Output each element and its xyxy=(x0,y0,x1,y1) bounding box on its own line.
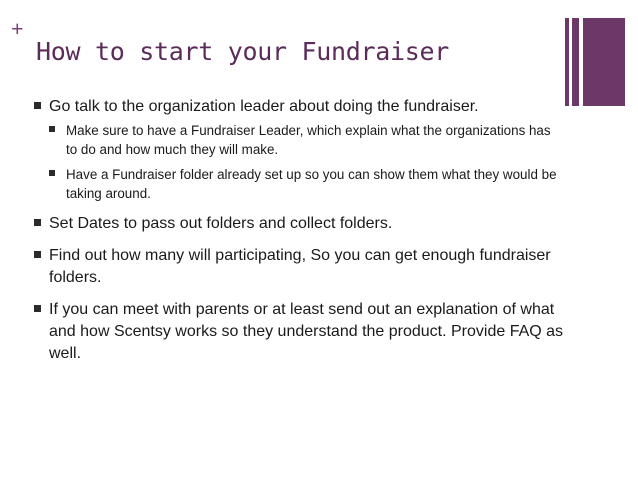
bullet-text: Find out how many will participating, So you can get enough fundraiser folders. xyxy=(49,247,551,286)
bullet-list xyxy=(34,96,564,375)
bullet-item xyxy=(34,299,564,365)
square-bullet-icon xyxy=(34,305,41,312)
square-bullet-icon xyxy=(34,102,41,109)
decorative-line-mid xyxy=(572,18,579,106)
bullet-item xyxy=(34,245,564,289)
decorative-bar xyxy=(583,18,625,106)
square-bullet-icon xyxy=(49,170,55,176)
decorative-line-thin xyxy=(565,18,569,106)
sub-bullet-list xyxy=(34,121,564,203)
bullet-item xyxy=(34,213,564,235)
bullet-item xyxy=(34,96,564,203)
square-bullet-icon xyxy=(34,219,41,226)
bullet-text: Go talk to the organization leader about doing the fundraiser. xyxy=(49,98,479,115)
bullet-text: Set Dates to pass out folders and collect folders. xyxy=(49,215,393,232)
sub-bullet-text: Make sure to have a Fundraiser Leader, which explain what the organizations has to do and how much they will make. xyxy=(66,123,551,157)
sub-bullet-item xyxy=(49,165,564,203)
plus-mark: + xyxy=(11,16,24,41)
slide-title: How to start your Fundraiser xyxy=(36,37,450,66)
sub-bullet-item xyxy=(49,121,564,159)
sub-bullet-text: Have a Fundraiser folder already set up so you can show them what they would be taking around. xyxy=(66,167,557,201)
bullet-text: If you can meet with parents or at least send out an explanation of what and how Scentsy works so they understand the product. Provide FAQ as well. xyxy=(49,301,564,362)
square-bullet-icon xyxy=(34,251,41,258)
square-bullet-icon xyxy=(49,126,55,132)
